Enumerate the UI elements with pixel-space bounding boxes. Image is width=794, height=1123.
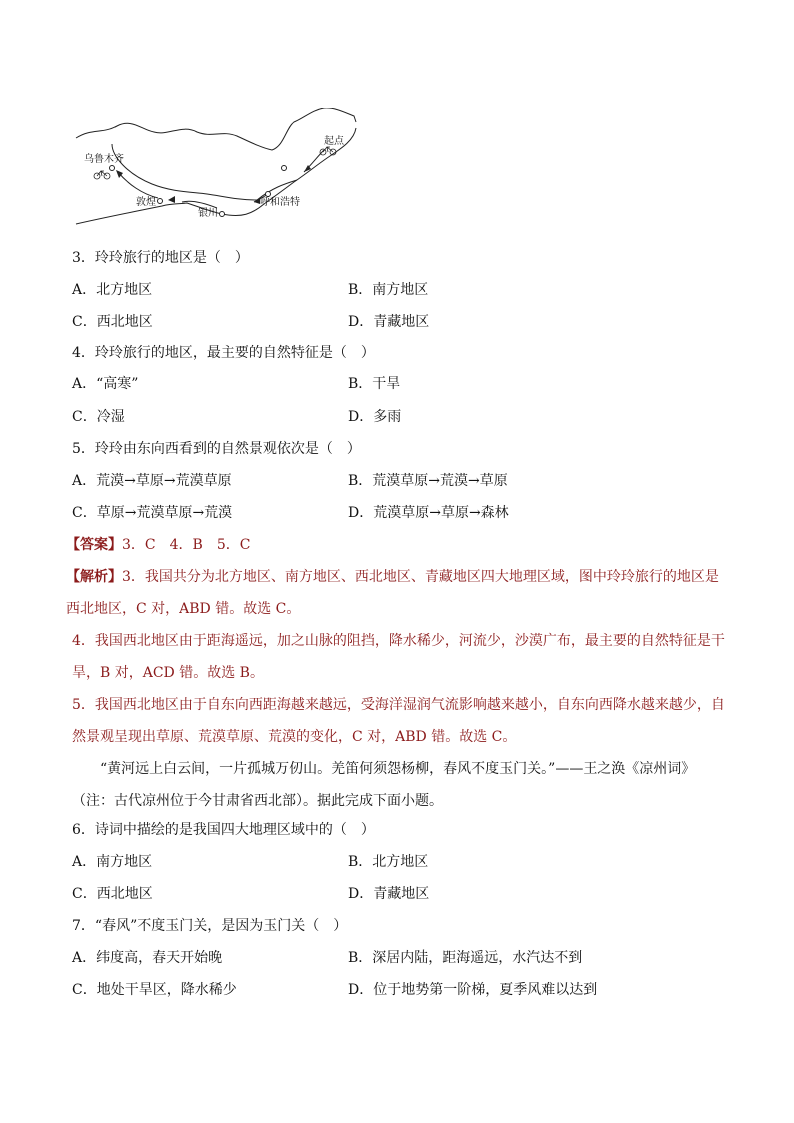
q7-option-b: B．深居内陆，距海遥远，水汽达不到 <box>348 950 583 966</box>
q3-option-c: C．西北地区 <box>72 314 153 330</box>
q4-option-b: B．干旱 <box>348 376 401 392</box>
q3-option-a: A．北方地区 <box>72 282 153 298</box>
question-3-stem: 3．玲玲旅行的地区是（ ） <box>72 250 249 266</box>
bicycle-icon <box>94 171 110 179</box>
q5-option-d: D．荒漠草原→草原→森林 <box>348 505 509 521</box>
map-label-urumqi: 乌鲁木齐 <box>84 154 124 165</box>
q4-option-d: D．多雨 <box>348 409 402 425</box>
map-label-start: 起点 <box>324 136 344 147</box>
q7-option-d: D．位于地势第一阶梯，夏季风难以达到 <box>348 982 598 998</box>
map-label-dunhuang: 敦煌 <box>136 197 156 208</box>
q7-option-c: C．地处干旱区，降水稀少 <box>72 982 237 998</box>
analysis-3 <box>66 561 728 625</box>
q7-option-a: A．纬度高，春天开始晚 <box>72 950 223 966</box>
map-label-hohhot: 呼和浩特 <box>260 197 300 208</box>
answer-text: 3．C 4．B 5．C <box>122 537 251 553</box>
route-map <box>72 108 372 228</box>
city-dot-yinchuan <box>220 212 225 217</box>
city-dot-dunhuang <box>158 199 163 204</box>
city-dot-urumqi <box>110 166 115 171</box>
q6-option-a: A．南方地区 <box>72 854 153 870</box>
analysis-tag: 【解析】 <box>66 569 122 585</box>
q3-option-d: D．青藏地区 <box>348 314 430 330</box>
question-4-stem: 4．玲玲旅行的地区，最主要的自然特征是（ ） <box>72 345 375 361</box>
q5-option-c: C．草原→荒漠草原→荒漠 <box>72 505 233 521</box>
answer-line <box>66 535 250 555</box>
q4-option-c: C．冷湿 <box>72 409 125 425</box>
route-arrow <box>118 172 158 198</box>
question-6-stem: 6．诗词中描绘的是我国四大地理区域中的（ ） <box>72 822 375 838</box>
analysis-5: 5．我国西北地区由于自东向西距海越来越远，受海洋湿润气流影响越来越小，自东向西降水越来越少，自然景观呈现出草原、荒漠草原、荒漠的变化，C 对，ABD 错。故选 C。 <box>72 697 725 745</box>
q4-option-a: A．“高寒” <box>72 376 139 392</box>
q6-option-b: B．北方地区 <box>348 854 429 870</box>
poem-intro: “黄河远上白云间，一片孤城万仞山。羌笛何须怨杨柳，春风不度玉门关。”——王之涣《凉州词》（注：古代凉州位于今甘肃省西北部）。据此完成下面小题。 <box>72 761 696 809</box>
city-dot-start <box>282 166 287 171</box>
question-7-stem: 7．“春风”不度玉门关，是因为玉门关（ ） <box>72 918 348 934</box>
map-label-yinchuan: 银川 <box>198 208 218 219</box>
analysis-4: 4．我国西北地区由于距海遥远，加之山脉的阻挡，降水稀少，河流少，沙漠广布，最主要的自然特征是干旱，B 对，ACD 错。故选 B。 <box>72 633 725 681</box>
analysis-3-text: 3．我国共分为北方地区、南方地区、西北地区、青藏地区四大地理区域，图中玲玲旅行的地区是西北地区，C 对，ABD 错。故选 C。 <box>66 569 719 617</box>
q3-option-b: B．南方地区 <box>348 282 429 298</box>
question-5-stem: 5．玲玲由东向西看到的自然景观依次是（ ） <box>72 441 361 457</box>
map-north-boundary <box>76 108 356 150</box>
q6-option-d: D．青藏地区 <box>348 886 430 902</box>
q5-option-b: B．荒漠草原→荒漠→草原 <box>348 473 508 489</box>
q6-option-c: C．西北地区 <box>72 886 153 902</box>
city-dot-hohhot <box>266 192 271 197</box>
q5-option-a: A．荒漠→草原→荒漠草原 <box>72 473 232 489</box>
answer-tag: 【答案】 <box>66 537 122 553</box>
